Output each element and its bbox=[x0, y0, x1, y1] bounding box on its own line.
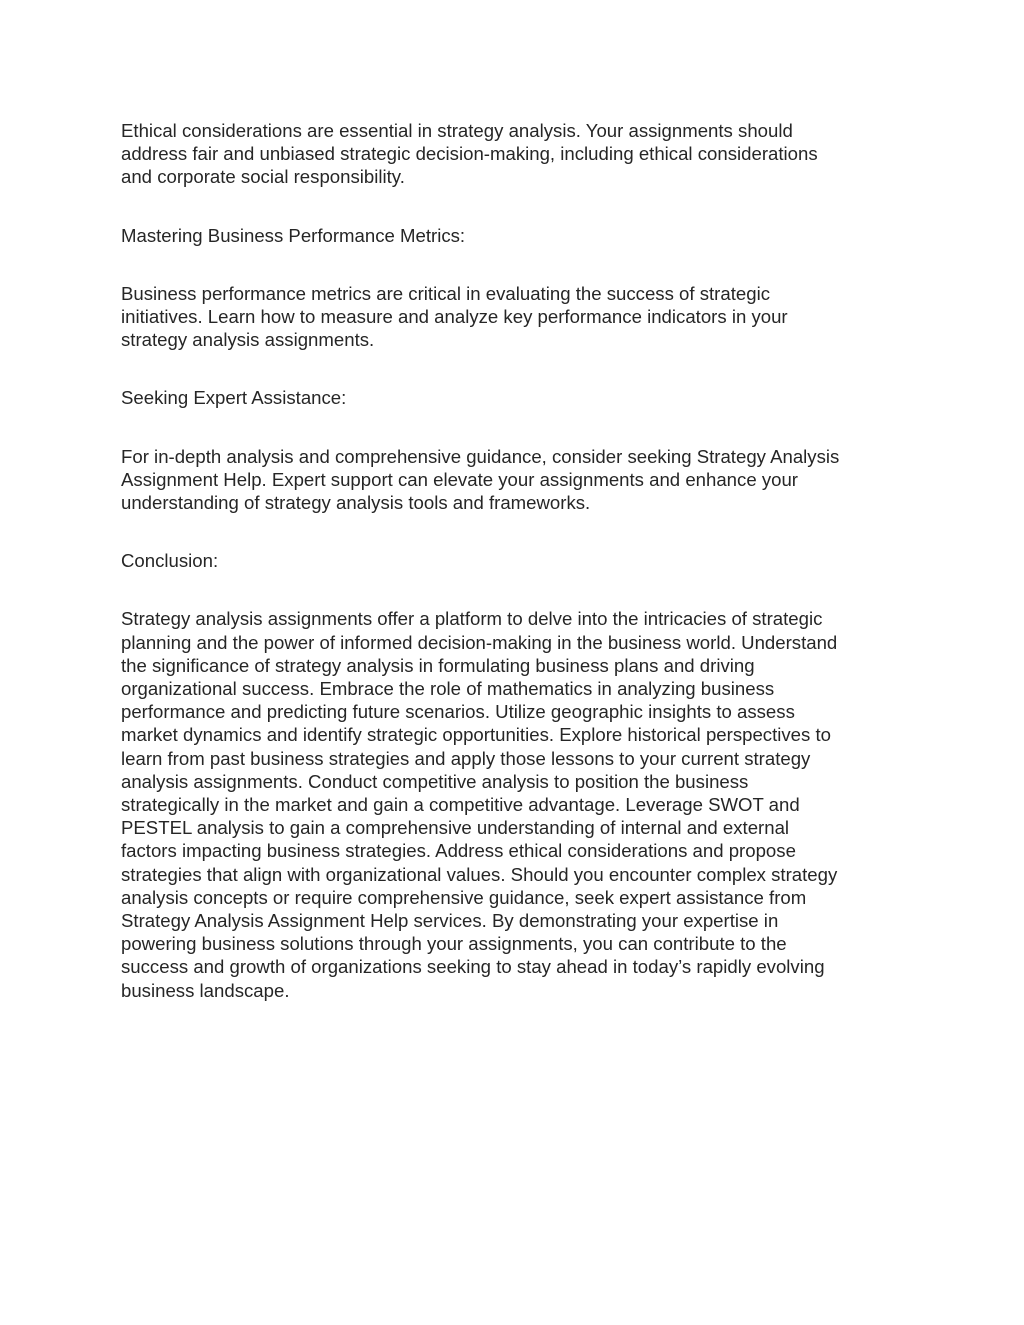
document-body bbox=[121, 119, 911, 1037]
paragraph-seeking-expert-assistance: For in-depth analysis and comprehensive guidance, consider seeking Strategy Analysis Assignment Help. Expert support can elevate your assignments and enhance your understanding of strategy analysis tools and frameworks. bbox=[121, 445, 840, 514]
paragraph-ethical-considerations: Ethical considerations are essential in strategy analysis. Your assignments should address fair and unbiased strategic decision-making, including ethical considerations and corporate social responsibility. bbox=[121, 120, 818, 188]
paragraph-business-performance-metrics: Business performance metrics are critical in evaluating the success of strategic initiatives. Learn how to measure and analyze key performance indicators in your strategy analysis assignments. bbox=[121, 282, 788, 351]
heading-seeking-expert-assistance: Seeking Expert Assistance: bbox=[121, 387, 347, 409]
paragraph-conclusion: Strategy analysis assignments offer a platform to delve into the intricacies of strategic planning and the power of informed decision-making in the business world. Understand the significance of strategy analysis in formulating business plans and driving organizational success. Embrace the role of mathematics in analyzing business performance and predicting future scenarios. Utilize geographic insights to assess market dynamics and identify strategic opportunities. Explore historical perspectives to learn from past business strategies and apply those lessons to your current strategy analysis assignments. Conduct competitive analysis to position the business strategically in the market and gain a competitive advantage. Leverage SWOT and PESTEL analysis to gain a comprehensive understanding of internal and external factors impacting business strategies. Address ethical considerations and propose strategies that align with organizational values. Should you encounter complex strategy analysis concepts or require comprehensive guidance, seek expert assistance from Strategy Analysis Assignment Help services. By demonstrating your expertise in powering business solutions through your assignments, you can contribute to the success and growth of organizations seeking to stay ahead in today’s rapidly evolving business landscape. bbox=[121, 608, 838, 1001]
heading-conclusion: Conclusion: bbox=[121, 550, 219, 572]
heading-business-performance-metrics: Mastering Business Performance Metrics: bbox=[121, 224, 466, 246]
